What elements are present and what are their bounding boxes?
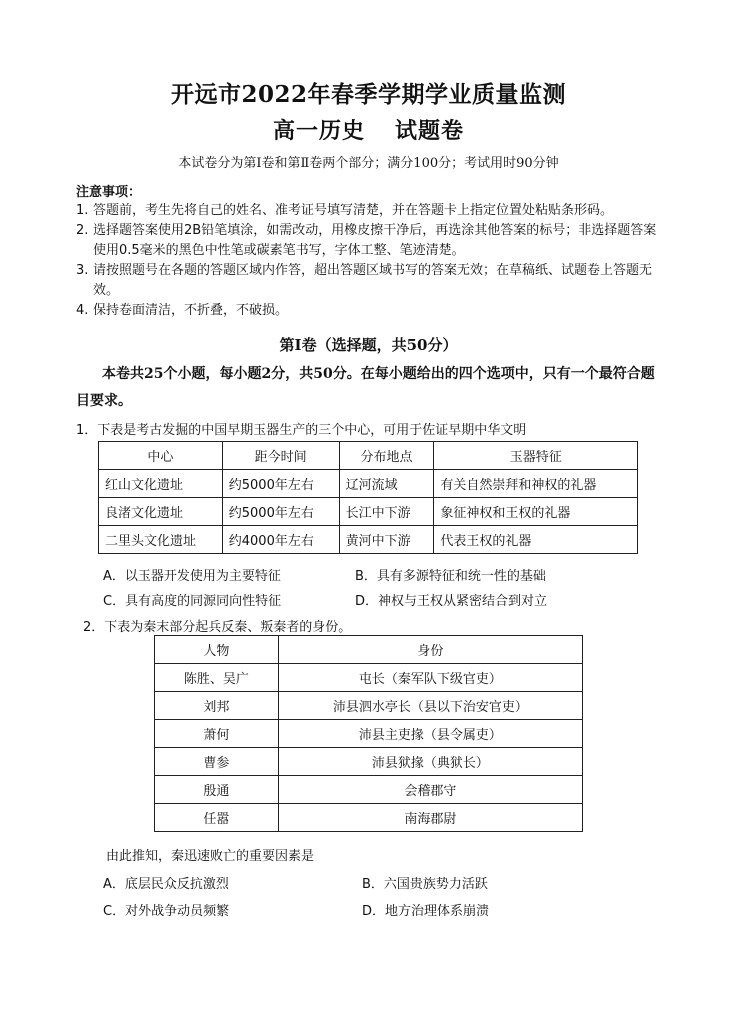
table-cell: 象征神权和王权的礼器 [434,498,638,526]
table-header-row [155,636,583,664]
table-cell: 代表王权的礼器 [434,526,638,554]
table-cell: 约5000年左右 [222,470,339,498]
notice-number: 1. [76,203,89,218]
notice-text: 答题前，考生先将自己的姓名、准考证号填写清楚，并在答题卡上指定位置处粘贴条形码。 [93,203,614,218]
table-cell: 曹参 [155,748,279,776]
table-cell: 任嚣 [155,804,279,832]
table-cell: 南海郡尉 [278,804,582,832]
table-row [155,804,583,832]
table-header-cell: 玉器特征 [434,442,638,470]
q1-option-c: C．具有高度的同源同向性特征 [103,594,282,609]
notice-heading: 注意事项： [76,185,142,200]
q2-option-c: C．对外战争动员频繁 [103,904,230,919]
question-1-stem: 1．下表是考古发掘的中国早期玉器生产的三个中心，可用于佐证早期中华文明 [76,423,527,438]
table-row [155,664,583,692]
q2-option-a: A．底层民众反抗激烈 [103,877,229,892]
table-row [99,498,638,526]
table-cell: 萧何 [155,720,279,748]
table-header-row [99,442,638,470]
qin-rebels-table [154,635,583,832]
notice-number: 3. [76,263,89,278]
notice-item [76,261,666,301]
question-2-stem: 2．下表为秦末部分起兵反秦、叛秦者的身份。 [83,620,352,635]
table-cell: 陈胜、吴广 [155,664,279,692]
table-header-cell: 中心 [99,442,223,470]
section-title: 第Ⅰ卷（选择题，共50分） [279,336,458,354]
subject-name: 高一历史 [272,118,365,144]
table-cell: 黄河中下游 [339,526,434,554]
table-cell: 沛县主吏掾（县令属吏） [278,720,582,748]
table-cell: 有关自然崇拜和神权的礼器 [434,470,638,498]
notice-item [76,301,666,321]
notice-text: 选择题答案使用2B铅笔填涂，如需改动，用橡皮擦干净后，再选涂其他答案的标号；非选择题答案使用0.5毫米的黑色中性笔或碳素笔书写，字体工整、笔迹清楚。 [93,223,657,258]
question-2-prompt: 由此推知，秦迅速败亡的重要因素是 [106,849,315,864]
notice-text: 保持卷面清洁，不折叠，不破损。 [93,303,289,318]
table-cell: 约5000年左右 [222,498,339,526]
section-description: 本卷共25个小题，每小题2分，共50分。在每小题给出的四个选项中，只有一个最符合题目要求。 [76,366,655,409]
table-cell: 约4000年左右 [222,526,339,554]
table-row [155,720,583,748]
table-cell: 刘邦 [155,692,279,720]
q1-option-a: A．以玉器开发使用为主要特征 [103,569,281,584]
notice-number: 2. [76,223,89,238]
table-cell: 沛县狱掾（典狱长） [278,748,582,776]
table-row [99,526,638,554]
exam-title: 开远市2022年春季学期学业质量监测 [170,81,566,108]
table-header-cell: 人物 [155,636,279,664]
table-row [155,692,583,720]
table-row [155,748,583,776]
table-cell: 屯长（秦军队下级官吏） [278,664,582,692]
table-cell: 辽河流域 [339,470,434,498]
table-header-cell: 身份 [278,636,582,664]
table-row [99,470,638,498]
paper-name: 试题卷 [395,118,465,144]
table-cell: 会稽郡守 [278,776,582,804]
notice-list [76,201,666,321]
table-header-cell: 分布地点 [339,442,434,470]
notice-item [76,201,666,221]
q2-option-b: B．六国贵族势力活跃 [362,877,488,892]
q2-option-d: D．地方治理体系崩溃 [362,904,490,919]
q1-option-b: B．具有多源特征和统一性的基础 [355,569,546,584]
table-cell: 沛县泗水亭长（县以下治安官吏） [278,692,582,720]
q1-option-d: D．神权与王权从紧密结合到对立 [355,594,548,609]
notice-number: 4. [76,303,89,318]
table-cell: 红山文化遗址 [99,470,223,498]
exam-subject-line [0,114,737,145]
table-cell: 殷通 [155,776,279,804]
jade-centers-table [98,441,638,554]
table-cell: 长江中下游 [339,498,434,526]
table-cell: 良渚文化遗址 [99,498,223,526]
table-cell: 二里头文化遗址 [99,526,223,554]
notice-item [76,221,666,261]
table-header-cell: 距今时间 [222,442,339,470]
table-row [155,776,583,804]
notice-text: 请按照题号在各题的答题区域内作答，超出答题区域书写的答案无效；在草稿纸、试题卷上答题无效。 [93,263,653,298]
exam-subtitle: 本试卷分为第Ⅰ卷和第Ⅱ卷两个部分；满分100分；考试用时90分钟 [178,156,559,171]
